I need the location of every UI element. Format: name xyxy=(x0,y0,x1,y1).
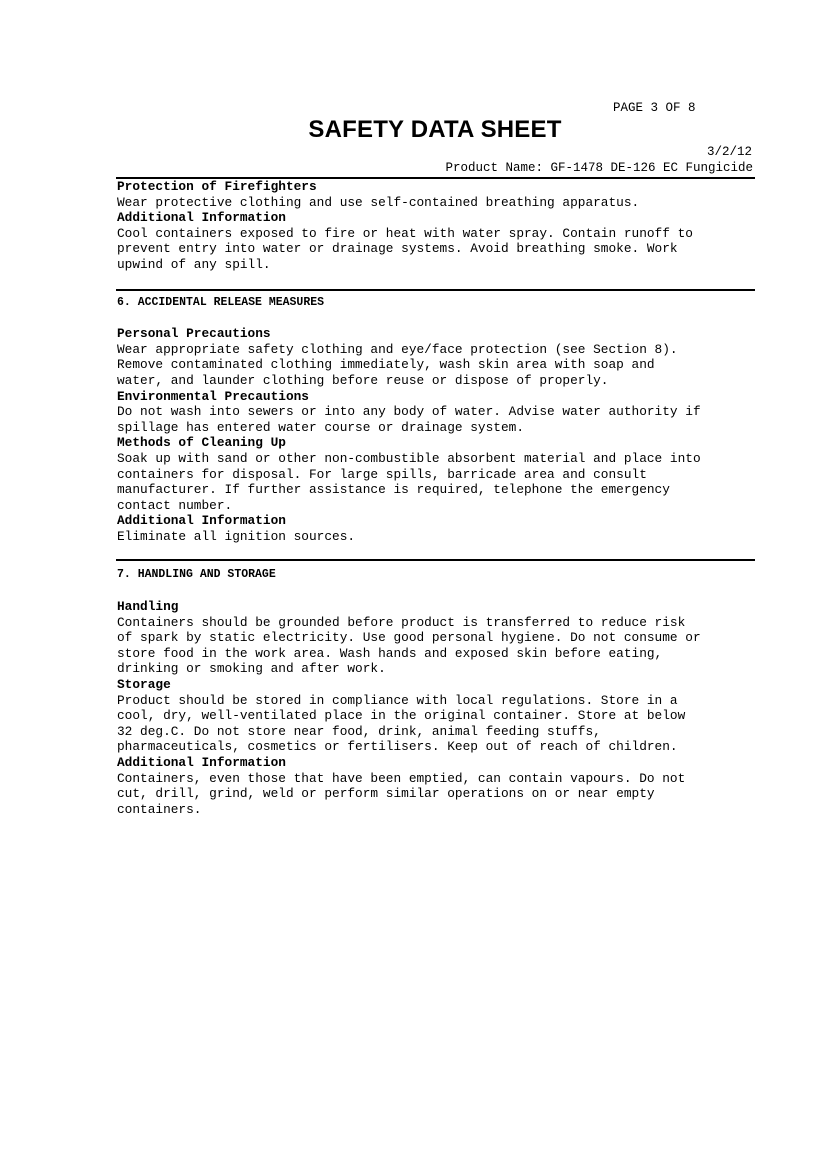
personal-precautions-heading: Personal Precautions xyxy=(117,326,271,342)
document-title: SAFETY DATA SHEET xyxy=(308,116,562,143)
storage-text: Product should be stored in compliance with local regulations. Store in a cool, dry, well-ventilated place in the original container. Store at below 32 deg.C. Do not store near food, drink, animal feeding stuffs, pharmaceuticals, cosmetics or fertilisers. Keep out of reach of children. xyxy=(117,692,686,755)
personal-precautions-text: Wear appropriate safety clothing and eye/face protection (see Section 8). Remove contaminated clothing immediately, wash skin area with soap and water, and launder clothing before reuse or dispose of properly. xyxy=(117,341,678,388)
firefighters-text: Wear protective clothing and use self-contained breathing apparatus. xyxy=(117,194,640,210)
handling-heading: Handling xyxy=(117,599,179,615)
storage-additional-text: Containers, even those that have been emptied, can contain vapours. Do not cut, drill, grind, weld or perform similar operations on or near empty containers. xyxy=(117,770,686,817)
cleaning-methods-text: Soak up with sand or other non-combustible absorbent material and place into containers for disposal. For large spills, barricade area and consult manufacturer. If further assistance is required, telephone the emergency contact number. xyxy=(117,450,701,513)
firefighters-heading: Protection of Firefighters xyxy=(117,179,317,194)
section-7 xyxy=(117,567,767,817)
product-name: Product Name: GF-1478 DE-126 EC Fungicide xyxy=(445,161,753,175)
storage-heading: Storage xyxy=(117,677,171,693)
section-6 xyxy=(117,295,767,545)
handling-text: Containers should be grounded before product is transferred to reduce risk of spark by static electricity. Use good personal hygiene. Do not consume or store food in the work area. Wash hands and exposed skin before eating, drinking or smoking and after work. xyxy=(117,614,701,677)
fire-additional-heading: Additional Information xyxy=(117,210,286,226)
release-additional-text: Eliminate all ignition sources. xyxy=(117,528,356,544)
section-7-title: 7. HANDLING AND STORAGE xyxy=(117,568,276,582)
document-body xyxy=(117,179,767,817)
fire-additional-text: Cool containers exposed to fire or heat with water spray. Contain runoff to prevent entry into water or drainage systems. Avoid breathing smoke. Work upwind of any spill. xyxy=(117,225,693,272)
release-additional-heading: Additional Information xyxy=(117,513,286,529)
environmental-precautions-text: Do not wash into sewers or into any body of water. Advise water authority if spillage has entered water course or drainage system. xyxy=(117,404,701,435)
cleaning-methods-heading: Methods of Cleaning Up xyxy=(117,435,286,451)
page-number: PAGE 3 OF 8 xyxy=(613,101,696,115)
document-date: 3/2/12 xyxy=(706,145,752,159)
section-5-continued xyxy=(117,179,767,273)
environmental-precautions-heading: Environmental Precautions xyxy=(117,388,309,404)
storage-additional-heading: Additional Information xyxy=(117,755,286,770)
section-6-title: 6. ACCIDENTAL RELEASE MEASURES xyxy=(117,295,325,309)
